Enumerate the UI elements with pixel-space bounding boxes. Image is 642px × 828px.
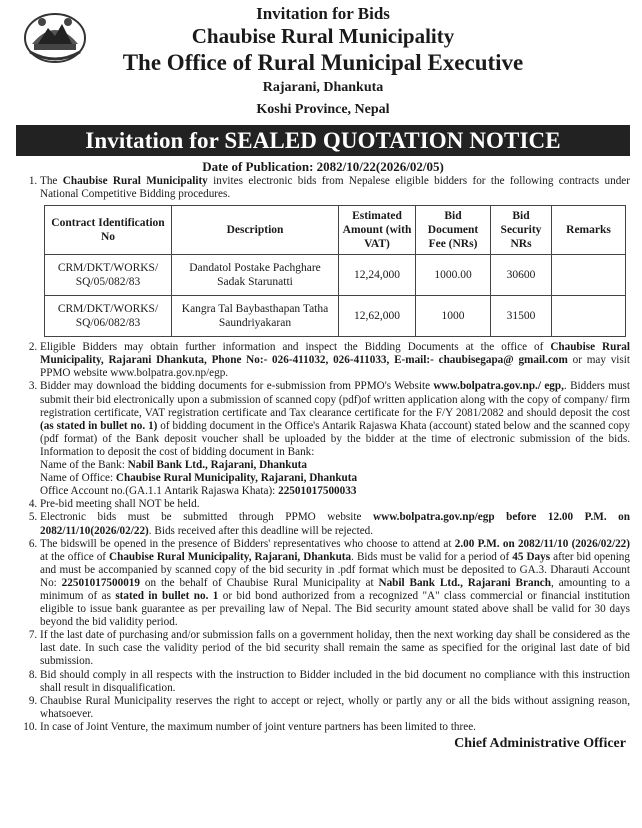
cell-contract-id: CRM/DKT/WORKS/ SQ/05/082/83 (45, 255, 172, 296)
point-8: 8. Bid should comply in all respects with the instruction to Bidder included in the bid document no compliance with this instruction shall result in disqualification. (40, 669, 630, 695)
notice-banner: Invitation for SEALED QUOTATION NOTICE (16, 125, 630, 156)
table-header-row (45, 206, 626, 255)
point-5: 5. Electronic bids must be submitted through PPMO website www.bolpatra.gov.np/egp before 12.00 P.M. on 2082/11/10(2026/02/22). Bids received after this deadline will be rejected. (40, 511, 630, 537)
cell-estimated-amount: 12,24,000 (339, 255, 416, 296)
nepal-emblem-icon (20, 6, 90, 68)
notice-points (16, 175, 630, 734)
signature: Chief Administrative Officer (454, 736, 626, 751)
col-document-fee: Bid Document Fee (NRs) (416, 206, 491, 255)
point-6: 6. The bidswill be opened in the presence of Bidders' representatives who choose to attend at 2.00 P.M. on 2082/11/10 (2026/02/22) at the office of Chaubise Rural Municipality, Rajarani, Dhankuta. Bids must be valid for a period of 45 Days after bid opening and must be accompanied by scanned copy of the bid security in .pdf format which must be deposited to GA.3. Dharauti Account No: 22501017500019 on the behalf of Chaubise Rural Municipality at Nabil Bank Ltd., Rajarani Branch, amounting to a minimum of as stated in bullet no. 1 or bid bond authorized from a recognized "A" class commercial or financial institution eligible to issue bank guarantee as per prevailing law of Nepal. The Bid security amount stated above shall be valid for 30 days beyond the bid validity period. (40, 538, 630, 630)
address-line-2: Koshi Province, Nepal (256, 102, 390, 117)
municipality-name: Chaubise Rural Municipality (191, 24, 455, 48)
address-line-1: Rajarani, Dhankuta (262, 80, 384, 95)
col-bid-security: Bid Security NRs (491, 206, 552, 255)
table-row (45, 255, 626, 296)
bank-name-line: Name of the Bank: Nabil Bank Ltd., Rajarani, Dhankuta (40, 459, 307, 472)
table-row (45, 296, 626, 337)
publication-date: Date of Publication: 2082/10/22(2026/02/05) (202, 159, 444, 174)
col-description: Description (172, 206, 339, 255)
cell-remarks (552, 296, 626, 337)
point-7: 7. If the last date of purchasing and/or submission falls on a government holiday, then the next working day shall be considered as the last date. In such case the validity period of the bid security shall remain the same as specified for the original last date of bid submission. (40, 629, 630, 668)
col-estimated-amount: Estimated Amount (with VAT) (339, 206, 416, 255)
notice-header (16, 0, 630, 121)
invitation-heading: Invitation for Bids (256, 4, 390, 23)
cell-estimated-amount: 12,62,000 (339, 296, 416, 337)
cell-remarks (552, 255, 626, 296)
point-2: 2. Eligible Bidders may obtain further information and inspect the Bidding Documents at the office of Chaubise Rural Municipality, Rajarani Dhankuta, Phone No:- 026-411032, 026-411033, E-mail:- chaubisegapa@ gmail.com or may visit PPMO website www.bolpatra.gov.np/egp. (40, 341, 630, 380)
cell-document-fee: 1000.00 (416, 255, 491, 296)
point-1: 1. The Chaubise Rural Municipality invites electronic bids from Nepalese eligible bidders for the following contracts under National Competitive Bidding procedures. Contract Identification No Description Estimated Amount (with VAT) Bid Document Fee (NRs) Bid Security NRs Remarks CRM/DKT/WORKS/ SQ/05/082/83 Dandatol Postake Pachghare Sadak Starunatti 12,24,000 1000.00 30600 CRM/DKT/WORKS/ SQ/06/082/83 Kangra Tal Baybasthapan Tatha Saundriyakaran 12,62,000 1000 31500 (40, 175, 630, 337)
col-contract-id: Contract Identification No (45, 206, 172, 255)
cell-bid-security: 31500 (491, 296, 552, 337)
point-10: 10. In case of Joint Venture, the maximum number of joint venture partners has been limited to three. (40, 721, 630, 734)
cell-contract-id: CRM/DKT/WORKS/ SQ/06/082/83 (45, 296, 172, 337)
contracts-table (44, 205, 626, 337)
cell-bid-security: 30600 (491, 255, 552, 296)
office-name: The Office of Rural Municipal Executive (122, 50, 524, 75)
office-name-line: Name of Office: Chaubise Rural Municipality, Rajarani, Dhankuta (40, 472, 358, 485)
point-4: 4. Pre-bid meeting shall NOT be held. (40, 498, 630, 511)
cell-description: Dandatol Postake Pachghare Sadak Starunatti (172, 255, 339, 296)
account-line: Office Account no.(GA.1.1 Antarik Rajaswa Khata): 22501017500033 (40, 485, 357, 498)
col-remarks: Remarks (552, 206, 626, 255)
point-3: 3. Bidder may download the bidding documents for e-submission from PPMO's Website www.bolpatra.gov.np./ egp,. Bidders must submit their bid electronically upon a submission of scanned copy (pdf)of written application along with the copy of company/ firm registration certificate, VAT registration certificate and Tax clearance certificate for the F/Y 2081/2082 and should deposit the cost (as stated in bullet no. 1) of bidding document in the Office's Antarik Rajaswa Khata (account) stated below and the scanned copy (pdf format) of the Bank deposit voucher shall be uploaded by the bidder at the time of electronic submission of the bids. Information to deposit the cost of bidding document in Bank: Name of the Bank: Nabil Bank Ltd., Rajarani, Dhankuta Name of Office: Chaubise Rural Municipality, Rajarani, Dhankuta Office Account no.(GA.1.1 Antarik Rajaswa Khata): 22501017500033 (40, 380, 630, 498)
point-9: 9. Chaubise Rural Municipality reserves the right to accept or reject, wholly or partly any or all the bids without assigning reason, whatsoever. (40, 695, 630, 721)
cell-document-fee: 1000 (416, 296, 491, 337)
cell-description: Kangra Tal Baybasthapan Tatha Saundriyakaran (172, 296, 339, 337)
